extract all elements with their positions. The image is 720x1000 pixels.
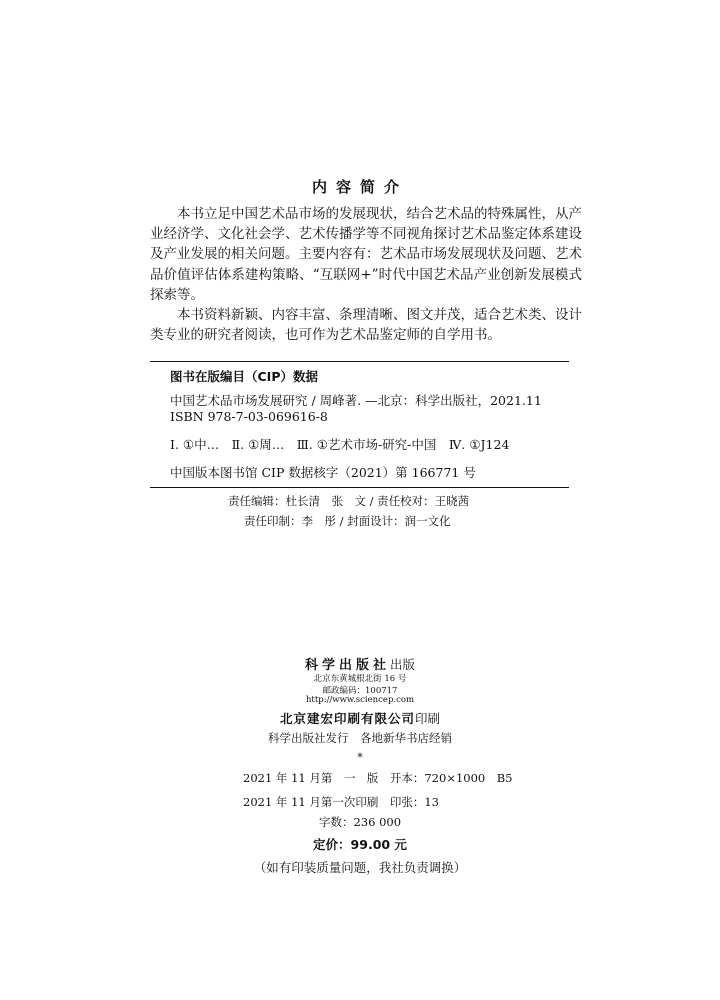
cip-isbn: ISBN 978-7-03-069616-8 xyxy=(170,409,328,424)
summary-paragraph-2: 本书资料新颖、内容丰富、条理清晰、图文并茂，适合艺术类、设计类专业的研究者阅读，也可作为艺术品鉴定师的自学用书。 xyxy=(150,307,582,344)
publisher-website: http://www.sciencep.com xyxy=(305,695,415,705)
summary-body xyxy=(150,204,582,345)
publisher-address: 北京东黄城根北街 16 号 xyxy=(313,674,407,684)
cip-bottom-rule xyxy=(150,487,569,488)
printing-line: 2021 年 11 月第一次印刷 印张：13 xyxy=(243,795,439,809)
cip-heading: 图书在版编目（CIP）数据 xyxy=(170,369,318,384)
distribution-line: 科学出版社发行 各地新华书店经销 xyxy=(268,731,452,745)
publisher-name: 科学出版社 xyxy=(304,658,390,673)
print-suffix: 印刷 xyxy=(415,711,441,726)
edition-line: 2021 年 11 月第 一 版 开本：720×1000 B5 xyxy=(243,771,513,785)
cip-classification: Ⅰ. ①中… Ⅱ. ①周… Ⅲ. ①艺术市场-研究-中国 Ⅳ. ①J124 xyxy=(170,437,510,452)
separator-star: * xyxy=(357,751,363,764)
cip-top-rule xyxy=(150,361,569,362)
cip-record-number: 中国版本图书馆 CIP 数据核字（2021）第 166771 号 xyxy=(170,465,476,480)
credits-production-line: 责任印制：李 彤 / 封面设计：润一文化 xyxy=(244,514,451,528)
price: 定价：99.00 元 xyxy=(313,837,407,852)
printer-name: 北京建宏印刷有限公司 xyxy=(279,711,415,726)
quality-note: （如有印装质量问题，我社负责调换） xyxy=(253,860,467,875)
publish-suffix: 出版 xyxy=(390,657,416,672)
summary-paragraph-1: 本书立足中国艺术品市场的发展现状，结合艺术品的特殊属性，从产业经济学、文化社会学、艺术传播学等不同视角探讨艺术品鉴定体系建设及产业发展的相关问题。主要内容有：艺术品市场发展现状及问题、艺术品价值评估体系建构策略、“互联网+”时代中国艺术品产业创新发展模式探索等。 xyxy=(150,206,582,303)
publisher-line xyxy=(0,654,720,673)
summary-title: 内容简介 xyxy=(311,178,408,196)
word-count: 字数：236 000 xyxy=(318,815,402,829)
cip-title-line: 中国艺术品市场发展研究 / 周峰著. —北京：科学出版社，2021.11 xyxy=(170,393,542,408)
publisher-postcode: 邮政编码：100717 xyxy=(322,686,398,696)
printer-line xyxy=(0,708,720,727)
credits-editor-line: 责任编辑：杜长清 张 文 / 责任校对：王晓茜 xyxy=(228,494,470,508)
